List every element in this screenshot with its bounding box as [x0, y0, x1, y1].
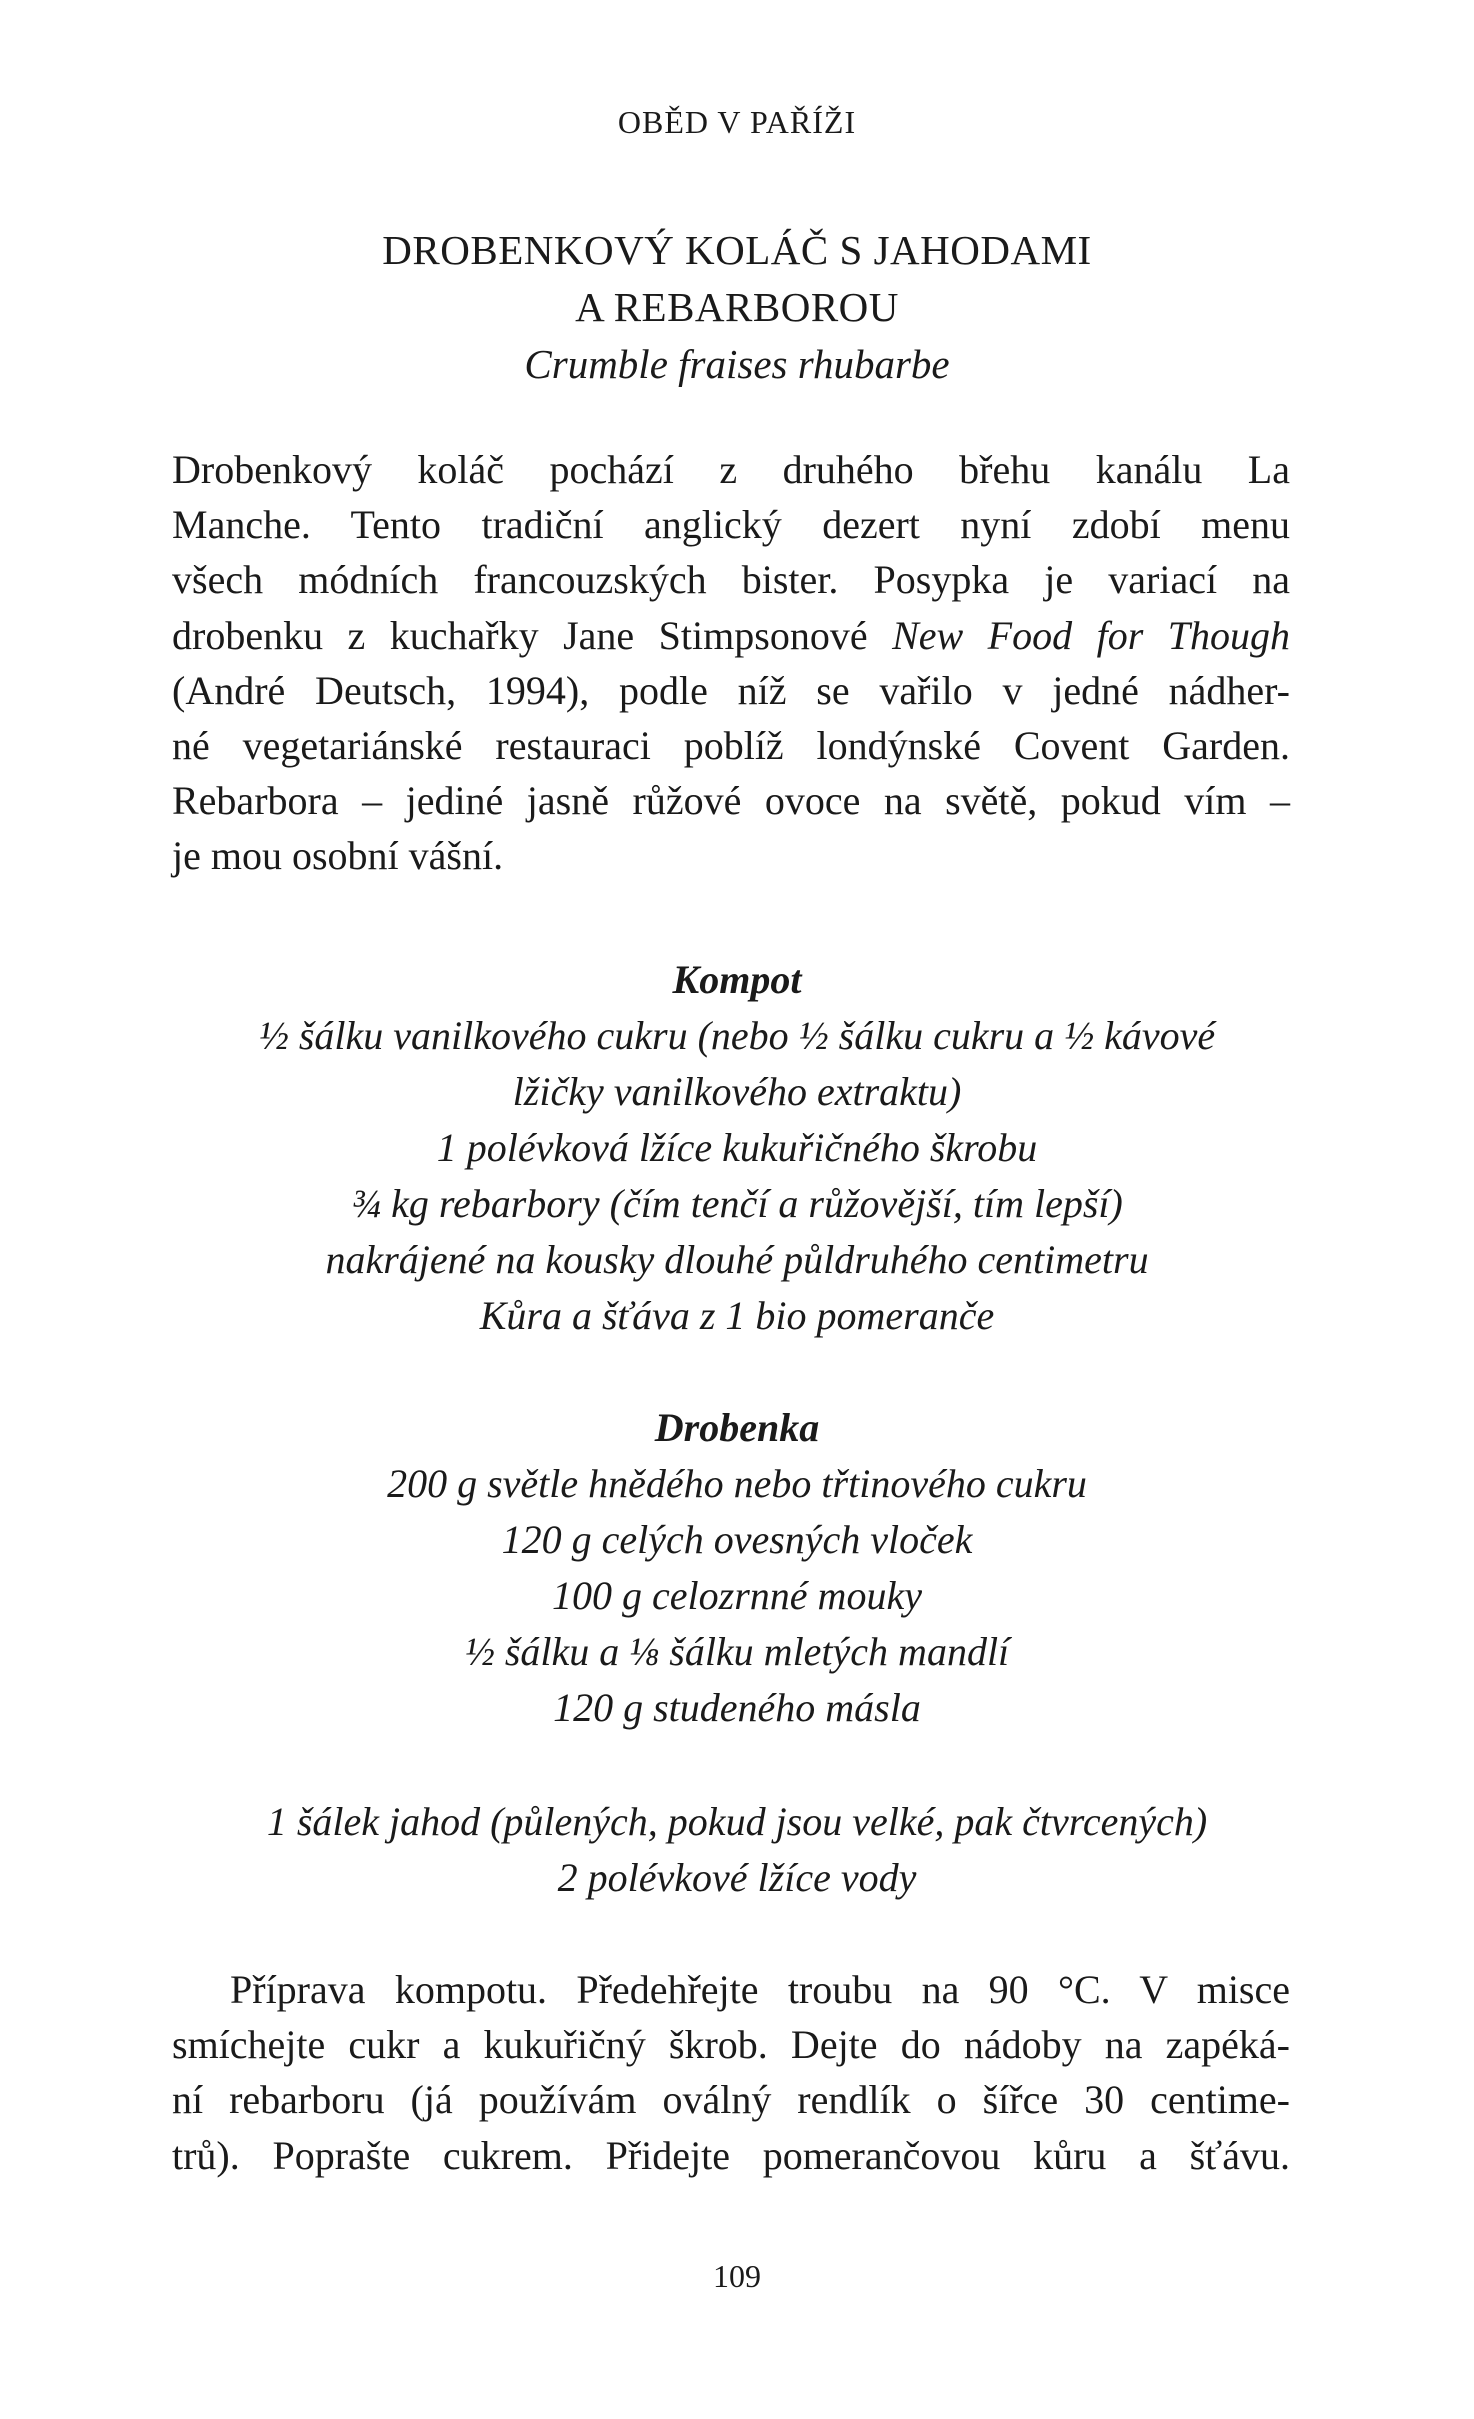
extra-ingredients [0, 1794, 1474, 1906]
recipe-subtitle: Crumble fraises rhubarbe [524, 341, 950, 387]
kompot-section [0, 952, 1474, 1344]
drobenka-heading: Drobenka [654, 1405, 820, 1450]
preparation-line: Příprava kompotu. Předehřejte troubu na 90 °C. V misce [230, 1967, 1290, 2012]
intro-paragraph [172, 442, 1290, 884]
intro-line-with-book-title [172, 608, 1290, 663]
ingredient-line: 2 polévkové lžíce vody [557, 1855, 917, 1900]
preparation-line: trů). Poprašte cukrem. Přidejte pomerančovou kůru a šťávu. [172, 2132, 1290, 2178]
intro-line: Manche. Tento tradiční anglický dezert nyní zdobí menu [172, 502, 1290, 548]
ingredient-line: 120 g celých ovesných vloček [501, 1517, 973, 1562]
ingredient-line: ½ šálku vanilkového cukru (nebo ½ šálku cukru a ½ kávové [258, 1013, 1216, 1058]
intro-line: všech módních francouzských bister. Posypka je variací na [172, 557, 1290, 603]
preparation-line: ní rebarboru (já používám oválný rendlík o šířce 30 centime- [172, 2077, 1290, 2123]
ingredient-line: 100 g celozrnné mouky [552, 1573, 922, 1618]
ingredient-line: 120 g studeného másla [553, 1685, 921, 1730]
drobenka-section [0, 1400, 1474, 1736]
preparation-line: smíchejte cukr a kukuřičný škrob. Dejte do nádoby na zapéká- [172, 2022, 1290, 2068]
intro-line: (André Deutsch, 1994), podle níž se vařilo v jedné nádher- [172, 667, 1290, 713]
ingredient-line: Kůra a šťáva z 1 bio pomeranče [479, 1293, 995, 1338]
intro-line-text: drobenku z kuchařky Jane Stimpsonové [172, 612, 868, 658]
ingredient-line: 1 polévková lžíce kukuřičného škrobu [436, 1125, 1038, 1170]
kompot-heading: Kompot [672, 957, 802, 1002]
intro-line: Rebarbora – jediné jasně růžové ovoce na světě, pokud vím – [172, 778, 1290, 824]
intro-line: Drobenkový koláč pochází z druhého břehu kanálu La [172, 447, 1290, 492]
book-title: New Food for Though [892, 612, 1290, 658]
preparation-paragraph [172, 1962, 1290, 2183]
ingredient-line: 200 g světle hnědého nebo třtinového cukru [387, 1461, 1087, 1506]
ingredient-line: 1 šálek jahod (půlených, pokud jsou velké, pak čtvrcených) [266, 1799, 1208, 1844]
recipe-title-line-1: DROBENKOVÝ KOLÁČ S JAHODAMI [382, 227, 1092, 273]
intro-line: je mou osobní vášní. [172, 833, 504, 879]
ingredient-line: ½ šálku a ⅛ šálku mletých mandlí [464, 1629, 1010, 1674]
ingredient-line: ¾ kg rebarbory (čím tenčí a růžovější, tím lepší) [351, 1181, 1123, 1226]
running-head: OBĚD V PAŘÍŽI [617, 104, 857, 140]
ingredient-line: lžičky vanilkového extraktu) [512, 1069, 962, 1114]
intro-line: né vegetariánské restauraci poblíž londýnské Covent Garden. [172, 723, 1290, 769]
recipe-title-block [0, 222, 1474, 393]
recipe-title-line-2: A REBARBOROU [575, 284, 899, 330]
ingredient-line: nakrájené na kousky dlouhé půldruhého centimetru [325, 1237, 1149, 1282]
page-number: 109 [713, 2258, 761, 2294]
